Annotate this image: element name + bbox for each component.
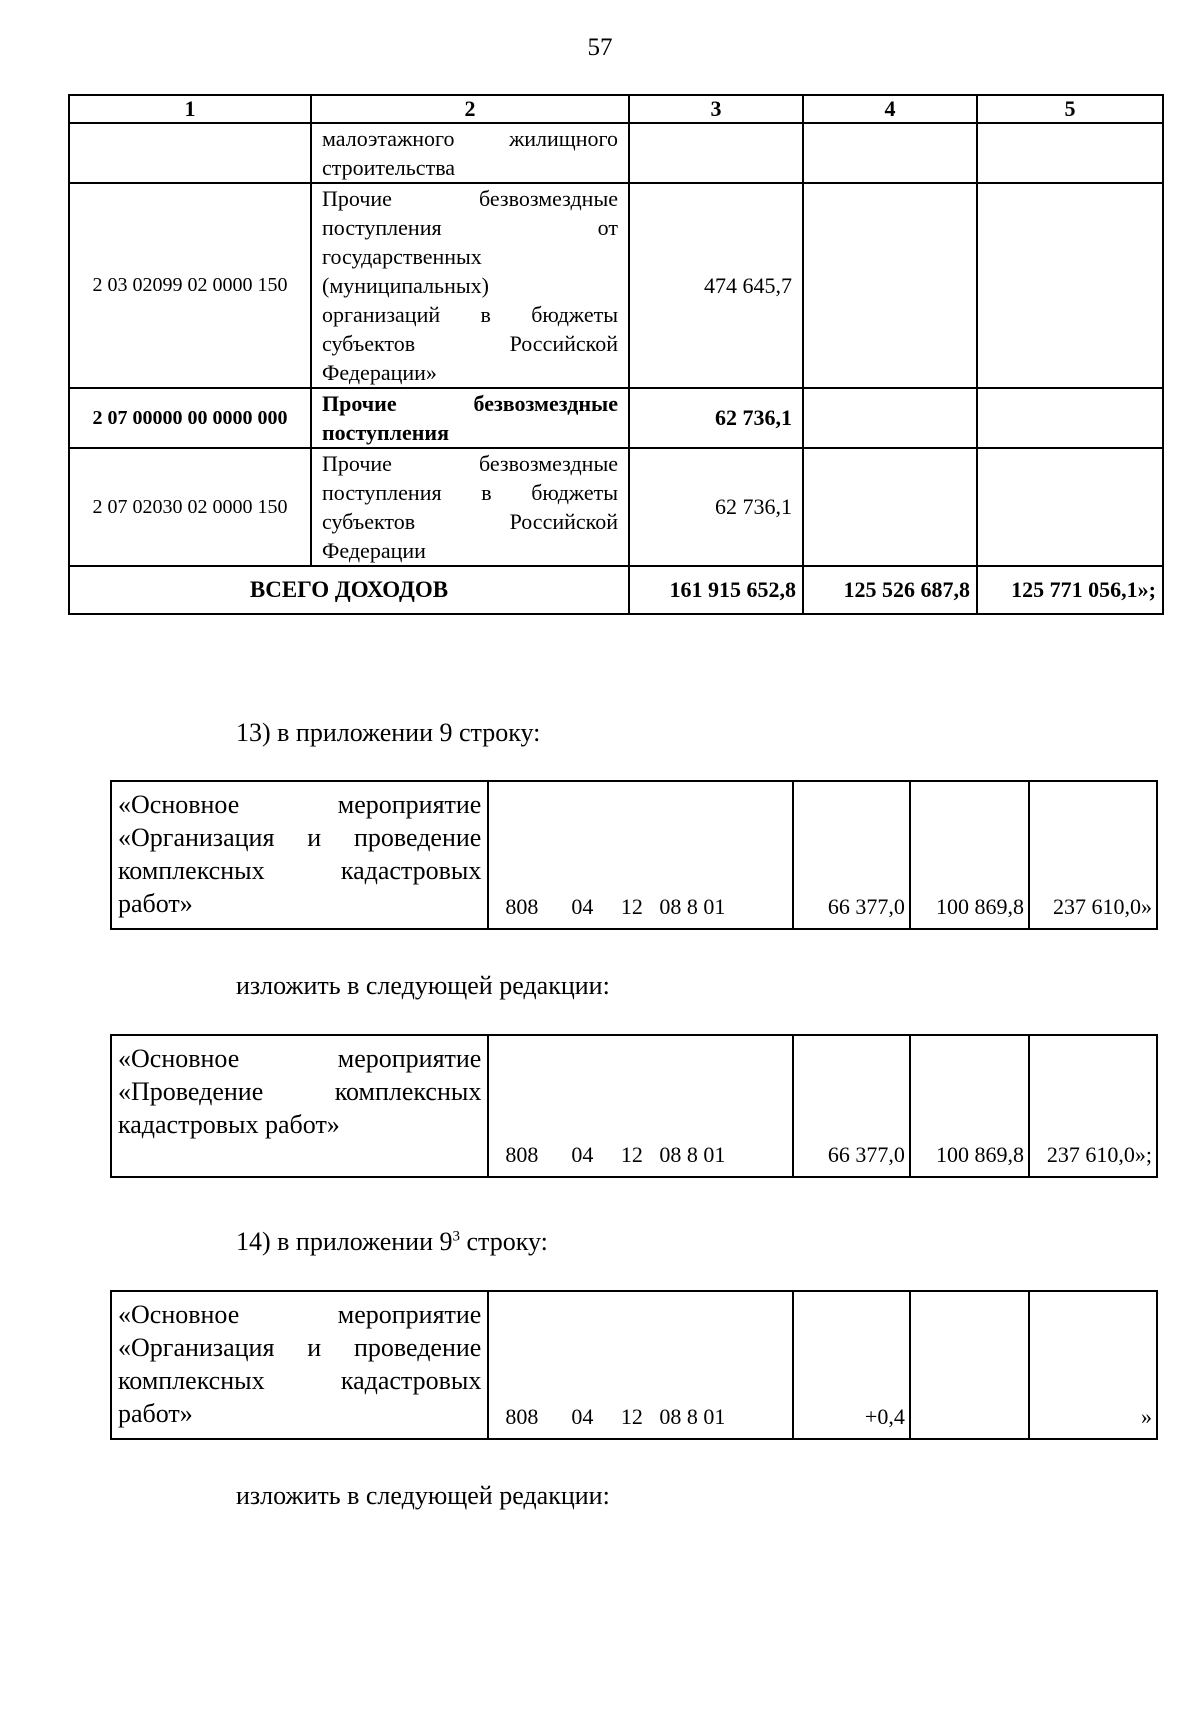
name-line: организаций в бюджеты (322, 302, 618, 327)
income-table-body (69, 123, 1163, 566)
name-line: субъектов Российской (322, 331, 618, 356)
income-col-4 (803, 123, 977, 183)
name-line-last: Федерации (322, 538, 426, 563)
table-row (69, 123, 1163, 183)
table-13-new (110, 1034, 1158, 1178)
name-line: поступления в бюджеты (322, 480, 618, 505)
income-code-cell: 2 07 00000 00 0000 000 (69, 388, 311, 448)
desc-line: «Основное мероприятие (118, 1300, 482, 1329)
page-number: 57 (587, 34, 613, 61)
amount-year-1: 66 377,0 (793, 1035, 910, 1177)
income-name-cell (311, 183, 629, 388)
income-col-4 (803, 448, 977, 566)
header-cell: 2 (311, 95, 629, 123)
paragraph-14-prefix: 14) в приложении 9 (236, 1227, 453, 1256)
table-row (69, 183, 1163, 388)
amount-year-3: 237 610,0» (1029, 781, 1157, 929)
name-line: поступления от (322, 215, 618, 240)
income-col-5 (977, 448, 1163, 566)
program-description (111, 1035, 488, 1177)
amount-year-2: 100 869,8 (910, 1035, 1029, 1177)
paragraph-14-suffix: строку: (460, 1227, 548, 1256)
income-col-3: 62 736,1 (629, 448, 803, 566)
paragraph-14 (236, 1227, 548, 1257)
desc-line: комплексных кадастровых (118, 856, 482, 885)
total-col-5: 125 771 056,1»; (977, 566, 1163, 614)
amount-year-3: 237 610,0»; (1029, 1035, 1157, 1177)
program-row (111, 1035, 1157, 1177)
paragraph-14-new: изложить в следующей редакции: (236, 1481, 610, 1510)
desc-line: комплексных кадастровых (118, 1366, 482, 1395)
budget-codes: 808 04 12 08 8 01 (488, 1035, 793, 1177)
name-line: субъектов Российской (322, 509, 618, 534)
income-table (68, 94, 1164, 615)
header-cell: 5 (977, 95, 1163, 123)
header-cell: 4 (803, 95, 977, 123)
program-row (111, 1291, 1157, 1439)
desc-line-last: работ» (118, 889, 193, 918)
income-name-cell (311, 448, 629, 566)
budget-codes: 808 04 12 08 8 01 (488, 781, 793, 929)
income-code-cell (69, 123, 311, 183)
name-line: (муниципальных) (322, 273, 489, 298)
name-line-last: поступления (322, 420, 449, 445)
table-14-old (110, 1290, 1158, 1440)
income-col-5 (977, 388, 1163, 448)
desc-line: «Организация и проведение (118, 823, 482, 852)
name-line: Прочие безвозмездные (322, 391, 618, 416)
table-row (69, 448, 1163, 566)
header-cell: 3 (629, 95, 803, 123)
total-col-4: 125 526 687,8 (803, 566, 977, 614)
table-row (69, 388, 1163, 448)
amount-year-1: +0,4 (793, 1291, 910, 1439)
name-line: малоэтажного жилищного (322, 126, 618, 151)
total-col-3: 161 915 652,8 (629, 566, 803, 614)
income-total-row (69, 566, 1163, 614)
name-line: государственных (322, 244, 482, 269)
desc-line-last: работ» (118, 1399, 193, 1428)
income-name-cell (311, 123, 629, 183)
amount-year-3: » (1029, 1291, 1157, 1439)
income-col-3: 62 736,1 (629, 388, 803, 448)
amount-year-1: 66 377,0 (793, 781, 910, 929)
budget-codes: 808 04 12 08 8 01 (488, 1291, 793, 1439)
income-name-cell (311, 388, 629, 448)
paragraph-13: 13) в приложении 9 строку: (236, 718, 541, 747)
desc-line: «Проведение комплексных (118, 1077, 482, 1106)
income-col-5 (977, 123, 1163, 183)
income-col-5 (977, 183, 1163, 388)
program-description (111, 1291, 488, 1439)
amount-year-2 (910, 1291, 1029, 1439)
amount-year-2: 100 869,8 (910, 781, 1029, 929)
desc-line-last: кадастровых работ» (118, 1110, 340, 1139)
paragraph-14-superscript: 3 (452, 1228, 460, 1245)
program-row (111, 781, 1157, 929)
desc-line: «Организация и проведение (118, 1333, 482, 1362)
income-col-3 (629, 123, 803, 183)
total-label: ВСЕГО ДОХОДОВ (69, 566, 629, 614)
name-line-last: Федерации» (322, 360, 437, 385)
income-code-cell: 2 03 02099 02 0000 150 (69, 183, 311, 388)
paragraph-13-new: изложить в следующей редакции: (236, 971, 610, 1000)
desc-line: «Основное мероприятие (118, 1044, 482, 1073)
table-13-old (110, 780, 1158, 930)
name-line-last: строительства (322, 155, 456, 180)
program-description (111, 781, 488, 929)
name-line: Прочие безвозмездные (322, 451, 618, 476)
income-col-4 (803, 388, 977, 448)
income-col-3: 474 645,7 (629, 183, 803, 388)
income-col-4 (803, 183, 977, 388)
income-table-header (69, 95, 1163, 123)
desc-line: «Основное мероприятие (118, 790, 482, 819)
header-cell: 1 (69, 95, 311, 123)
income-code-cell: 2 07 02030 02 0000 150 (69, 448, 311, 566)
name-line: Прочие безвозмездные (322, 186, 618, 211)
